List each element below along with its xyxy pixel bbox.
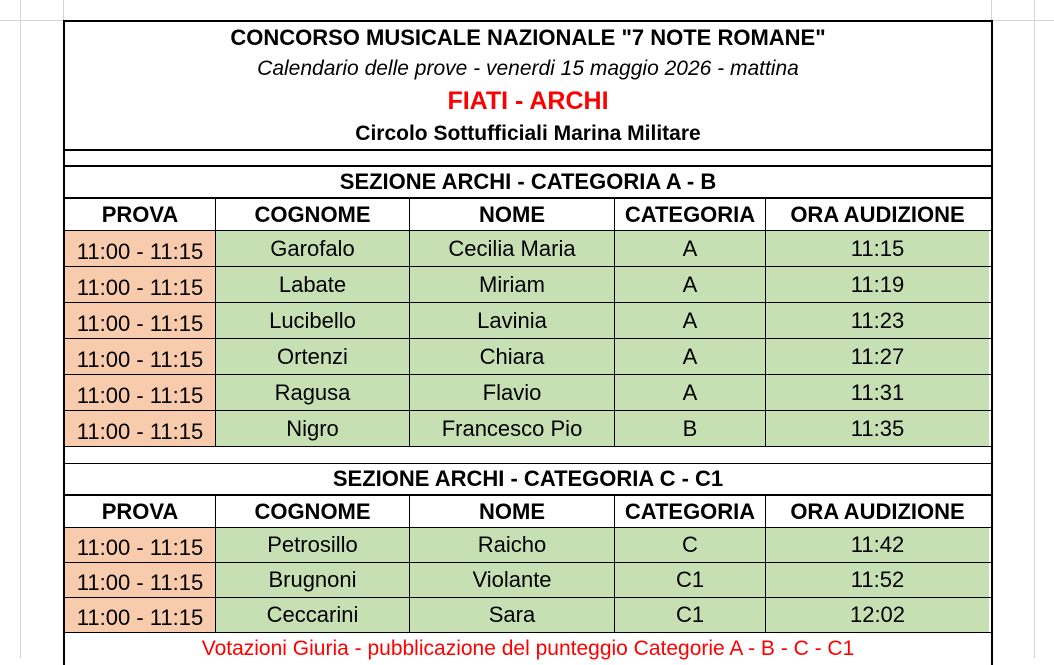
column-header-prova[interactable]: PROVA (65, 199, 216, 230)
column-header-row (65, 496, 991, 528)
table-row (65, 411, 991, 447)
prova-cell[interactable]: 11:00 - 11:15 (65, 528, 216, 562)
nome-cell[interactable]: Flavio (410, 375, 615, 410)
prova-cell[interactable]: 11:00 - 11:15 (65, 375, 216, 410)
cognome-cell[interactable]: Brugnoni (216, 563, 410, 597)
categoria-cell[interactable]: C1 (615, 563, 766, 597)
group-title[interactable]: FIATI - ARCHI (447, 87, 609, 115)
ora-cell[interactable]: 11:31 (766, 375, 989, 410)
cognome-cell[interactable]: Lucibello (216, 303, 410, 338)
prova-cell[interactable]: 11:00 - 11:15 (65, 598, 216, 632)
prova-cell[interactable]: 11:00 - 11:15 (65, 267, 216, 302)
jury-votes-note[interactable]: Votazioni Giuria - pubblicazione del punteggio Categorie A - B - C - C1 (201, 637, 855, 660)
nome-cell[interactable]: Raicho (410, 528, 615, 562)
cognome-cell[interactable]: Labate (216, 267, 410, 302)
column-header-ora[interactable]: ORA AUDIZIONE (790, 201, 965, 227)
categoria-cell[interactable]: A (615, 339, 766, 374)
grid-line (1034, 0, 1035, 658)
table-row (65, 231, 991, 267)
venue-label[interactable]: Circolo Sottufficiali Marina Militare (65, 118, 991, 151)
categoria-cell[interactable]: A (615, 375, 766, 410)
prova-cell[interactable]: 11:00 - 11:15 (65, 303, 216, 338)
categoria-cell[interactable]: B (615, 411, 766, 446)
table-row (65, 563, 991, 598)
prova-cell[interactable]: 11:00 - 11:15 (65, 411, 216, 446)
categoria-cell[interactable]: C1 (615, 598, 766, 632)
ora-cell[interactable]: 11:27 (766, 339, 989, 374)
column-header-categoria[interactable]: CATEGORIA (615, 496, 766, 527)
spacer-row[interactable] (65, 151, 991, 167)
column-header-row (65, 199, 991, 231)
table-row (65, 339, 991, 375)
ora-cell[interactable]: 11:52 (766, 563, 989, 597)
spacer-row[interactable] (65, 447, 991, 464)
ora-cell[interactable]: 11:35 (766, 411, 989, 446)
schedule-sheet (63, 20, 993, 665)
categoria-cell[interactable]: A (615, 267, 766, 302)
ora-cell[interactable]: 12:02 (766, 598, 989, 632)
cognome-cell[interactable]: Garofalo (216, 231, 410, 266)
prova-cell[interactable]: 11:00 - 11:15 (65, 563, 216, 597)
column-header-categoria[interactable]: CATEGORIA (615, 199, 766, 230)
column-header-nome[interactable]: NOME (410, 199, 615, 230)
table-row (65, 267, 991, 303)
column-header-ora[interactable]: ORA AUDIZIONE (790, 498, 965, 524)
table-row (65, 375, 991, 411)
nome-cell[interactable]: Cecilia Maria (410, 231, 615, 266)
table-row (65, 303, 991, 339)
competition-title[interactable]: CONCORSO MUSICALE NAZIONALE "7 NOTE ROMANE" (230, 25, 826, 50)
categoria-cell[interactable]: C (615, 528, 766, 562)
grid-line (20, 0, 21, 658)
ora-cell[interactable]: 11:15 (766, 231, 989, 266)
cognome-cell[interactable]: Nigro (216, 411, 410, 446)
categoria-cell[interactable]: A (615, 303, 766, 338)
cognome-cell[interactable]: Petrosillo (216, 528, 410, 562)
nome-cell[interactable]: Francesco Pio (410, 411, 615, 446)
column-header-nome[interactable]: NOME (410, 496, 615, 527)
prova-cell[interactable]: 11:00 - 11:15 (65, 231, 216, 266)
cognome-cell[interactable]: Ortenzi (216, 339, 410, 374)
ora-cell[interactable]: 11:23 (766, 303, 989, 338)
cognome-cell[interactable]: Ceccarini (216, 598, 410, 632)
table-row (65, 598, 991, 633)
column-header-cognome[interactable]: COGNOME (216, 199, 410, 230)
column-header-prova[interactable]: PROVA (65, 496, 216, 527)
section-title[interactable]: SEZIONE ARCHI - CATEGORIA A - B (65, 167, 991, 199)
ora-cell[interactable]: 11:42 (766, 528, 989, 562)
prova-cell[interactable]: 11:00 - 11:15 (65, 339, 216, 374)
nome-cell[interactable]: Chiara (410, 339, 615, 374)
nome-cell[interactable]: Lavinia (410, 303, 615, 338)
ora-cell[interactable]: 11:19 (766, 267, 989, 302)
calendar-subtitle[interactable]: Calendario delle prove - venerdi 15 maggio 2026 - mattina (257, 57, 799, 80)
nome-cell[interactable]: Sara (410, 598, 615, 632)
categoria-cell[interactable]: A (615, 231, 766, 266)
column-header-cognome[interactable]: COGNOME (216, 496, 410, 527)
cognome-cell[interactable]: Ragusa (216, 375, 410, 410)
nome-cell[interactable]: Miriam (410, 267, 615, 302)
table-row (65, 528, 991, 563)
nome-cell[interactable]: Violante (410, 563, 615, 597)
section-title[interactable]: SEZIONE ARCHI - CATEGORIA C - C1 (65, 464, 991, 496)
